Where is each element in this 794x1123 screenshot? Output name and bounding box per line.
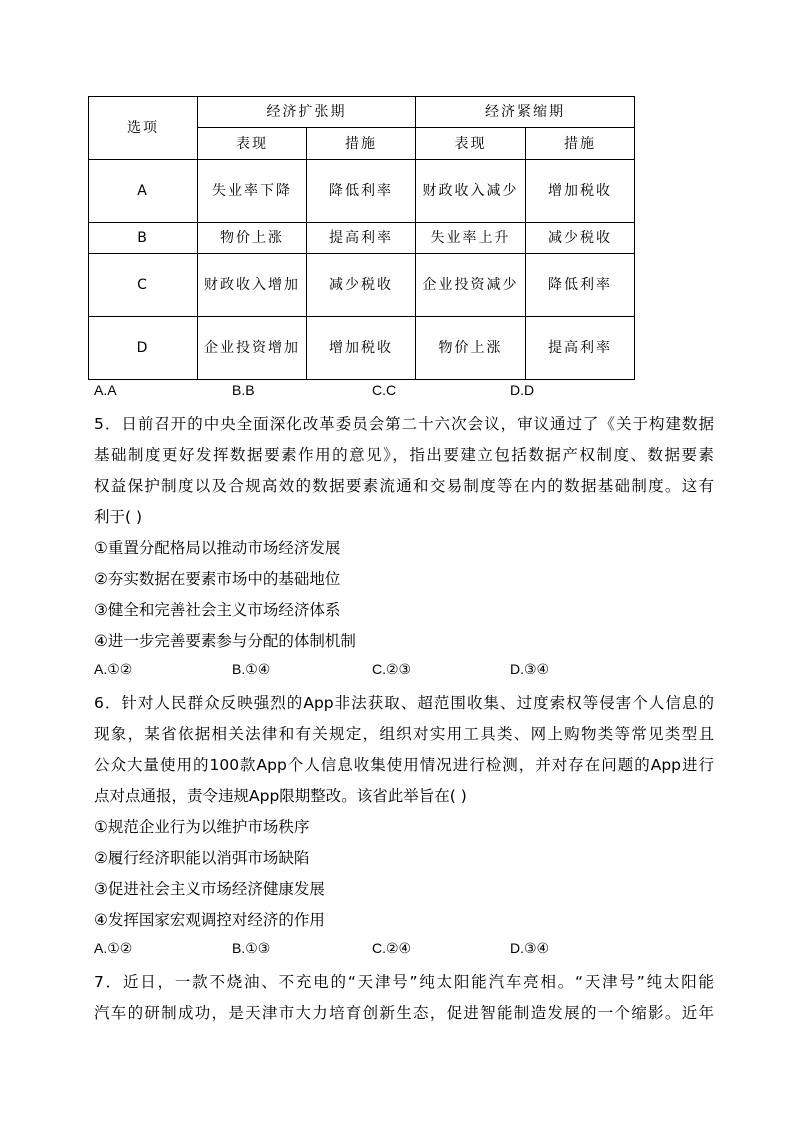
subheader-cell: 措施 (307, 128, 416, 160)
table-cell: 增加税收 (526, 160, 635, 223)
q6-option: ①规范企业行为以维护市场秩序 (94, 818, 310, 836)
table-row (89, 317, 635, 380)
q6-option: ④发挥国家宏观调控对经济的作用 (94, 911, 325, 929)
choice-a[interactable]: A.A (94, 382, 117, 398)
table-cell: 降低利率 (526, 254, 635, 317)
table-cell: 提高利率 (526, 317, 635, 380)
choice-b[interactable]: B.①③ (232, 940, 271, 956)
q5-option: ③健全和完善社会主义市场经济体系 (94, 601, 341, 619)
table-cell: 失业率下降 (198, 160, 307, 223)
table-cell: 企业投资减少 (416, 254, 526, 317)
table-row (89, 223, 635, 254)
q5-stem-line: 5．日前召开的中央全面深化改革委员会第二十六次会议，审议通过了《关于构建数据 (94, 415, 714, 433)
q5-stem-line: 利于( ) (94, 508, 143, 526)
q5-stem-line: 权益保护制度以及合规高效的数据要素流通和交易制度等在内的数据基础制度。这有 (94, 477, 714, 495)
q5-option: ④进一步完善要素参与分配的体制机制 (94, 632, 356, 650)
option-label: C (89, 254, 198, 317)
option-label: A (89, 160, 198, 223)
header-contraction: 经济紧缩期 (416, 97, 635, 128)
choice-c[interactable]: C.②③ (372, 661, 412, 677)
choice-a[interactable]: A.①② (94, 661, 133, 677)
option-label: D (89, 317, 198, 380)
choice-d[interactable]: D.③④ (510, 940, 550, 956)
q5-option: ②夯实数据在要素市场中的基础地位 (94, 570, 341, 588)
q5-stem-line: 基础制度更好发挥数据要素作用的意见》，指出要建立包括数据产权制度、数据要素 (94, 446, 714, 464)
choice-d[interactable]: D.③④ (510, 661, 550, 677)
table-cell: 物价上涨 (198, 223, 307, 254)
choice-c[interactable]: C.C (372, 382, 397, 398)
q6-stem-line: 现象，某省依据相关法律和有关规定，组织对实用工具类、网上购物类等常见类型且 (94, 725, 714, 743)
option-label: B (89, 223, 198, 254)
table-cell: 减少税收 (526, 223, 635, 254)
subheader-cell: 表现 (198, 128, 307, 160)
q7-stem-line: 7．近日，一款不烧油、不充电的“天津号”纯太阳能汽车亮相。“天津号”纯太阳能 (94, 973, 714, 991)
table-cell: 财政收入增加 (198, 254, 307, 317)
choice-d[interactable]: D.D (510, 382, 535, 398)
table-row (89, 254, 635, 317)
table-cell: 财政收入减少 (416, 160, 526, 223)
subheader-cell: 措施 (526, 128, 635, 160)
table-cell: 降低利率 (307, 160, 416, 223)
table-row (89, 160, 635, 223)
q6-stem-line: 点对点通报，责令违规App限期整改。该省此举旨在( ) (94, 787, 467, 805)
q6-option: ②履行经济职能以消弭市场缺陷 (94, 849, 310, 867)
choice-a[interactable]: A.①② (94, 940, 133, 956)
header-option: 选项 (89, 97, 198, 160)
table-cell: 物价上涨 (416, 317, 526, 380)
choice-b[interactable]: B.B (232, 382, 255, 398)
q6-option: ③促进社会主义市场经济健康发展 (94, 880, 325, 898)
q6-stem-line: 公众大量使用的100款App个人信息收集使用情况进行检测，并对存在问题的App进行 (94, 756, 714, 774)
header-expansion: 经济扩张期 (198, 97, 416, 128)
q6-choices (94, 940, 694, 962)
table-cell: 减少税收 (307, 254, 416, 317)
options-table (88, 96, 635, 380)
table-cell: 失业率上升 (416, 223, 526, 254)
q7-stem-line: 汽车的研制成功，是天津市大力培育创新生态，促进智能制造发展的一个缩影。近年 (94, 1004, 714, 1022)
subheader-cell: 表现 (416, 128, 526, 160)
q4-choices (94, 382, 694, 404)
q6-stem-line: 6．针对人民群众反映强烈的App非法获取、超范围收集、过度索权等侵害个人信息的 (94, 694, 714, 712)
table-cell: 企业投资增加 (198, 317, 307, 380)
choice-b[interactable]: B.①④ (232, 661, 271, 677)
q5-choices (94, 661, 694, 683)
q5-option: ①重置分配格局以推动市场经济发展 (94, 539, 341, 557)
choice-c[interactable]: C.②④ (372, 940, 412, 956)
table-cell: 提高利率 (307, 223, 416, 254)
table-cell: 增加税收 (307, 317, 416, 380)
